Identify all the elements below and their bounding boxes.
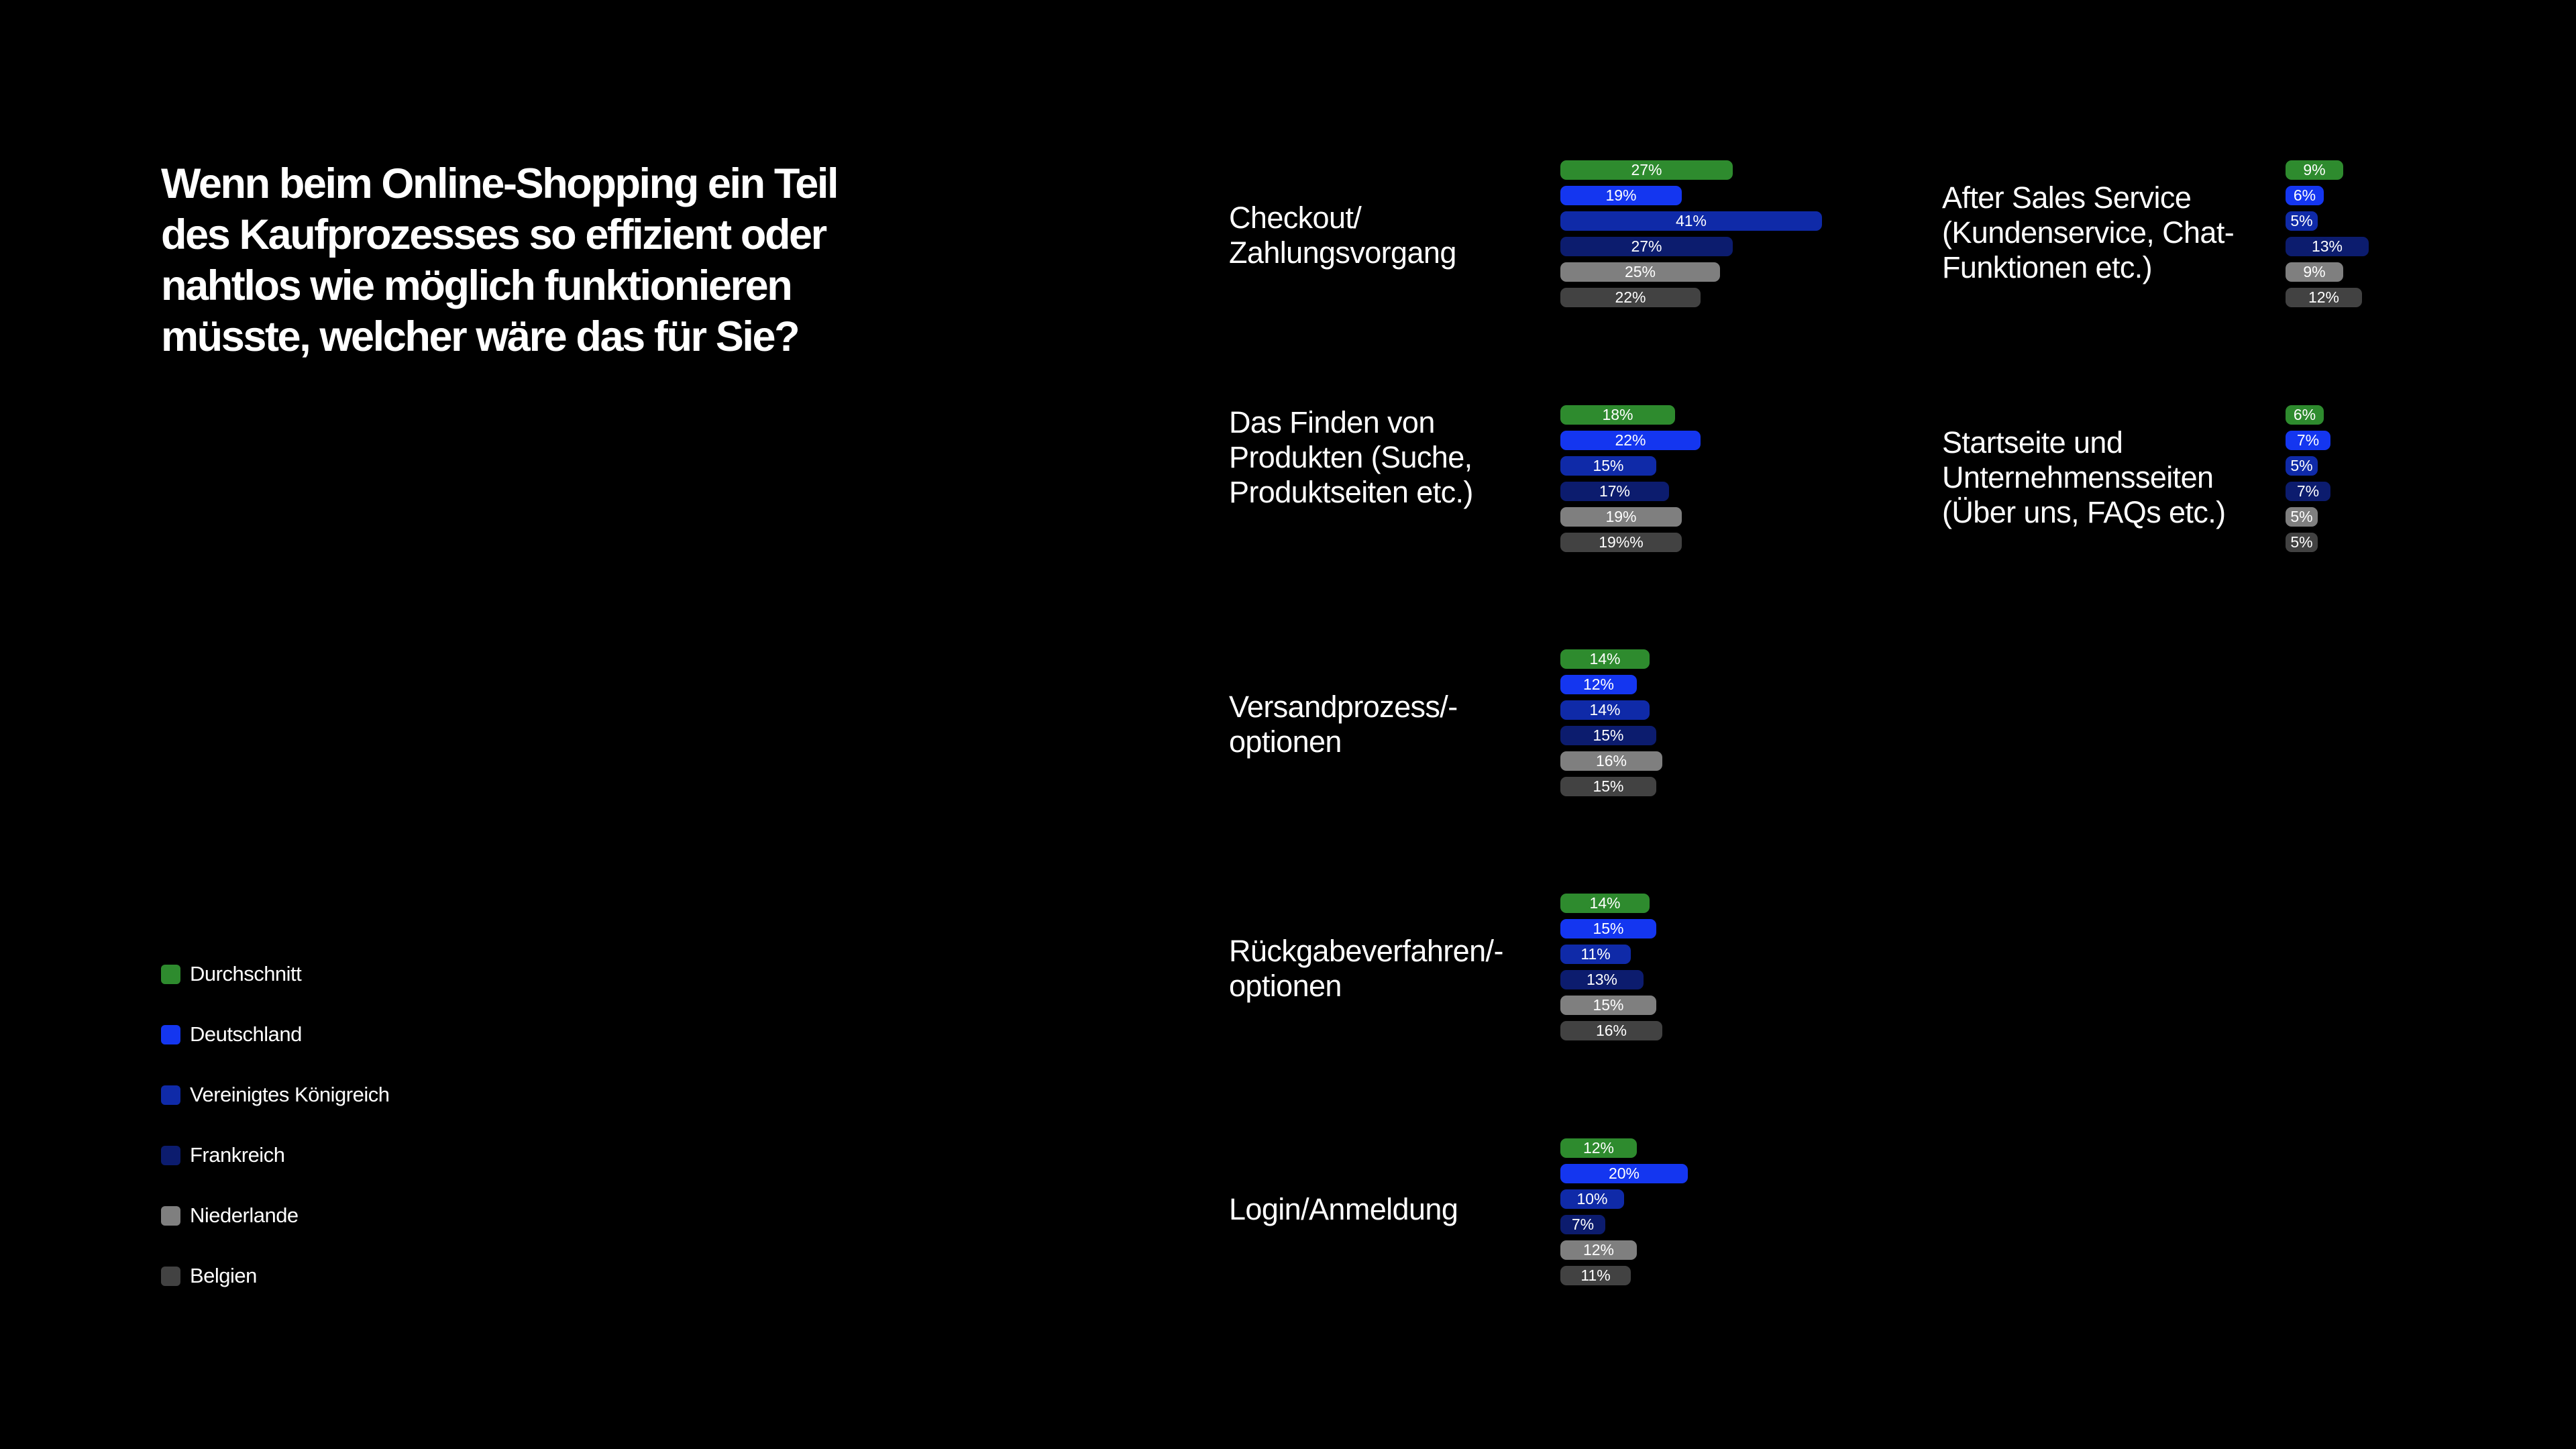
bar: 5% xyxy=(2286,456,2318,476)
legend-swatch xyxy=(161,1025,180,1044)
bar: 19% xyxy=(1560,186,1682,205)
chart-title: Wenn beim Online-Shopping ein Teil des Kaufprozesses so effizient oder nahtlos wie möglich funktionieren müsste, welcher wäre das für Sie? xyxy=(161,160,838,360)
bar: 16% xyxy=(1560,751,1662,771)
bar: 15% xyxy=(1560,456,1656,476)
bar: 15% xyxy=(1560,919,1656,938)
bar: 16% xyxy=(1560,1021,1662,1040)
bar: 14% xyxy=(1560,894,1650,913)
bar: 14% xyxy=(1560,649,1650,669)
legend-swatch xyxy=(161,1267,180,1286)
bar: 5% xyxy=(2286,533,2318,552)
bar: 25% xyxy=(1560,262,1720,282)
bar: 11% xyxy=(1560,1266,1631,1285)
bar: 9% xyxy=(2286,262,2343,282)
bar: 13% xyxy=(1560,970,1644,989)
category-label: After Sales Service (Kundenservice, Chat-Funktionen etc.) xyxy=(1942,180,2235,284)
legend-label: Durchschnitt xyxy=(190,962,302,985)
bar: 20% xyxy=(1560,1164,1688,1183)
bar: 13% xyxy=(2286,237,2369,256)
legend-label: Niederlande xyxy=(190,1203,299,1227)
legend-swatch xyxy=(161,1085,180,1105)
category-label: Startseite und Unternehmensseiten (Über uns, FAQs etc.) xyxy=(1942,425,2226,529)
bar: 7% xyxy=(2286,431,2330,450)
legend-item xyxy=(161,1021,496,1048)
bar: 14% xyxy=(1560,700,1650,720)
legend-label: Vereinigtes Königreich xyxy=(190,1083,390,1106)
legend-item xyxy=(161,961,496,987)
bar: 15% xyxy=(1560,726,1656,745)
bar: 9% xyxy=(2286,160,2343,180)
bar: 12% xyxy=(2286,288,2362,307)
category-label: Versandprozess/- optionen xyxy=(1229,690,1458,759)
bar: 22% xyxy=(1560,288,1701,307)
category-label: Checkout/ Zahlungsvorgang xyxy=(1229,201,1456,270)
bar: 7% xyxy=(2286,482,2330,501)
bar: 12% xyxy=(1560,1138,1637,1158)
bar: 12% xyxy=(1560,1240,1637,1260)
bar: 12% xyxy=(1560,675,1637,694)
legend-item xyxy=(161,1142,496,1169)
legend-label: Deutschland xyxy=(190,1022,302,1046)
category-label: Rückgabeverfahren/- optionen xyxy=(1229,934,1503,1003)
legend-item xyxy=(161,1202,496,1229)
bar: 27% xyxy=(1560,160,1733,180)
bar: 18% xyxy=(1560,405,1675,425)
bar: 5% xyxy=(2286,507,2318,527)
bar: 5% xyxy=(2286,211,2318,231)
bar: 11% xyxy=(1560,945,1631,964)
legend-label: Frankreich xyxy=(190,1143,285,1167)
bar: 22% xyxy=(1560,431,1701,450)
legend-swatch xyxy=(161,1146,180,1165)
legend-swatch xyxy=(161,965,180,984)
bar: 15% xyxy=(1560,996,1656,1015)
bar: 17% xyxy=(1560,482,1669,501)
bar: 6% xyxy=(2286,186,2324,205)
legend-label: Belgien xyxy=(190,1264,257,1287)
bar: 41% xyxy=(1560,211,1822,231)
bar: 19% xyxy=(1560,507,1682,527)
category-label: Login/Anmeldung xyxy=(1229,1192,1458,1226)
bar: 6% xyxy=(2286,405,2324,425)
legend-swatch xyxy=(161,1206,180,1226)
category-label: Das Finden von Produkten (Suche, Produktseiten etc.) xyxy=(1229,405,1473,509)
bar: 10% xyxy=(1560,1189,1624,1209)
bar: 19%% xyxy=(1560,533,1682,552)
legend-item xyxy=(161,1263,496,1289)
legend-item xyxy=(161,1081,496,1108)
bar: 7% xyxy=(1560,1215,1605,1234)
bar: 27% xyxy=(1560,237,1733,256)
bar: 15% xyxy=(1560,777,1656,796)
